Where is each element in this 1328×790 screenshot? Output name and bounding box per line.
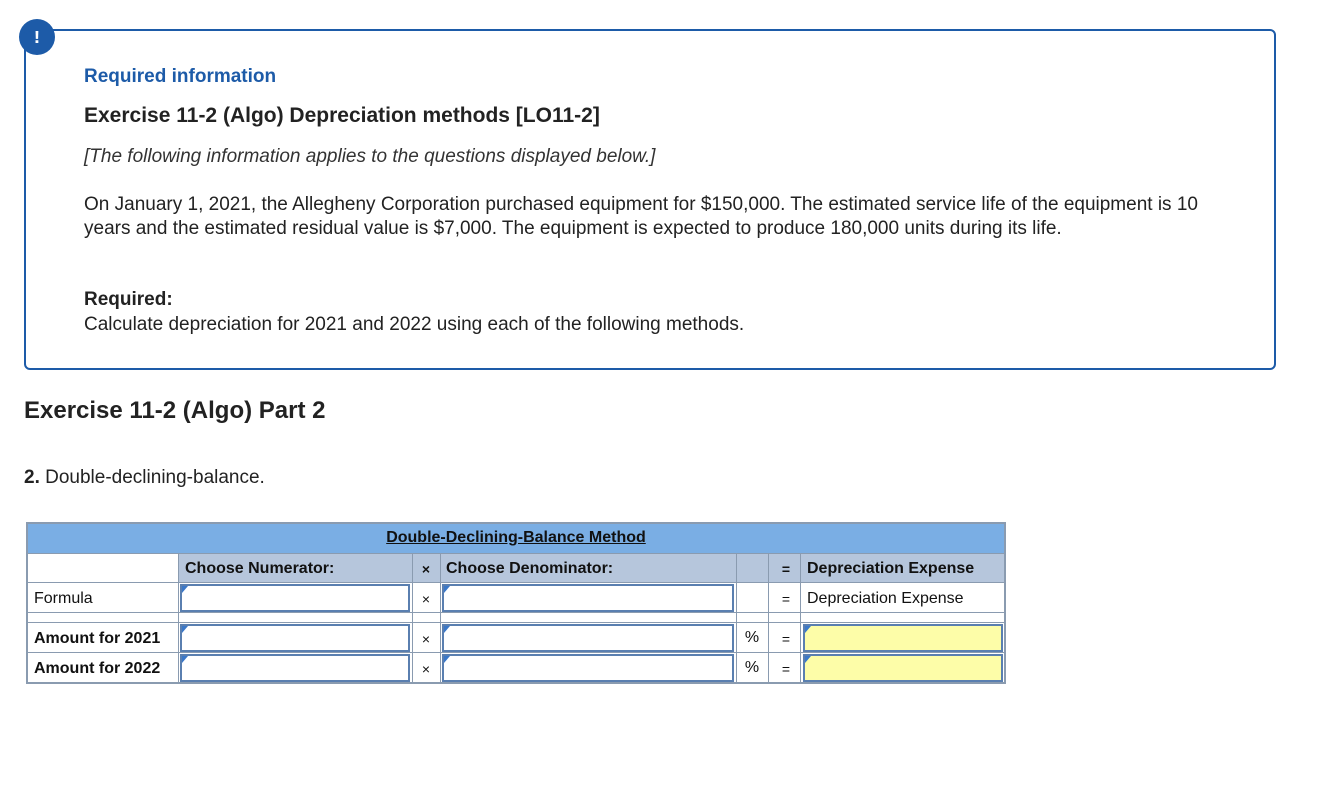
times-header: × [421,561,431,577]
table-title-band [28,524,1004,553]
amount-2021-numerator-input[interactable] [180,624,410,652]
amount-2022-result-input[interactable] [803,654,1003,682]
formula-times: × [421,591,431,607]
required-information-box [24,29,1276,370]
amount-2022-times: × [421,661,431,677]
amount-2022-equals: = [781,661,791,677]
formula-result: Depreciation Expense [807,590,964,607]
row-label-formula: Formula [34,590,93,607]
question-text: Double-declining-balance. [39,467,265,488]
part-title: Exercise 11-2 (Algo) Part 2 [24,397,326,424]
ddb-method-table [26,522,1006,684]
alert-exclamation-icon: ! [19,19,55,55]
denominator-header: Choose Denominator: [446,560,614,577]
row-label-2022: Amount for 2022 [34,660,161,677]
formula-equals: = [781,591,791,607]
question-number: 2. [24,467,40,488]
amount-2021-times: × [421,631,431,647]
required-text: Calculate depreciation for 2021 and 2022 using each of the following methods. [84,314,745,335]
problem-paragraph: On January 1, 2021, the Allegheny Corporation purchased equipment for $150,000. The estimated service life of the equipment is 10 years and the estimated residual value is $7,000. The equipment is expected to produce 180,000 units during its life. [84,194,1198,239]
question [24,467,265,489]
formula-numerator-select[interactable] [180,584,410,612]
info-note: [The following information applies to the questions displayed below.] [84,146,656,167]
amount-2022-numerator-input[interactable] [180,654,410,682]
amount-2021-denominator-input[interactable] [442,624,734,652]
amount-2021-result-input[interactable] [803,624,1003,652]
table-title: Double-Declining-Balance Method [386,529,646,546]
equals-header: = [781,561,791,577]
result-header: Depreciation Expense [807,560,975,577]
amount-2022-denominator-input[interactable] [442,654,734,682]
row-label-2021: Amount for 2021 [34,630,161,647]
exercise-title: Exercise 11-2 (Algo) Depreciation methods [LO11-2] [84,104,600,127]
required-information-heading: Required information [84,66,277,87]
amount-2021-equals: = [781,631,791,647]
amount-2021-percent: % [744,629,760,646]
numerator-header: Choose Numerator: [185,560,335,577]
required-label: Required: [84,289,173,310]
formula-denominator-select[interactable] [442,584,734,612]
amount-2022-percent: % [744,659,760,676]
